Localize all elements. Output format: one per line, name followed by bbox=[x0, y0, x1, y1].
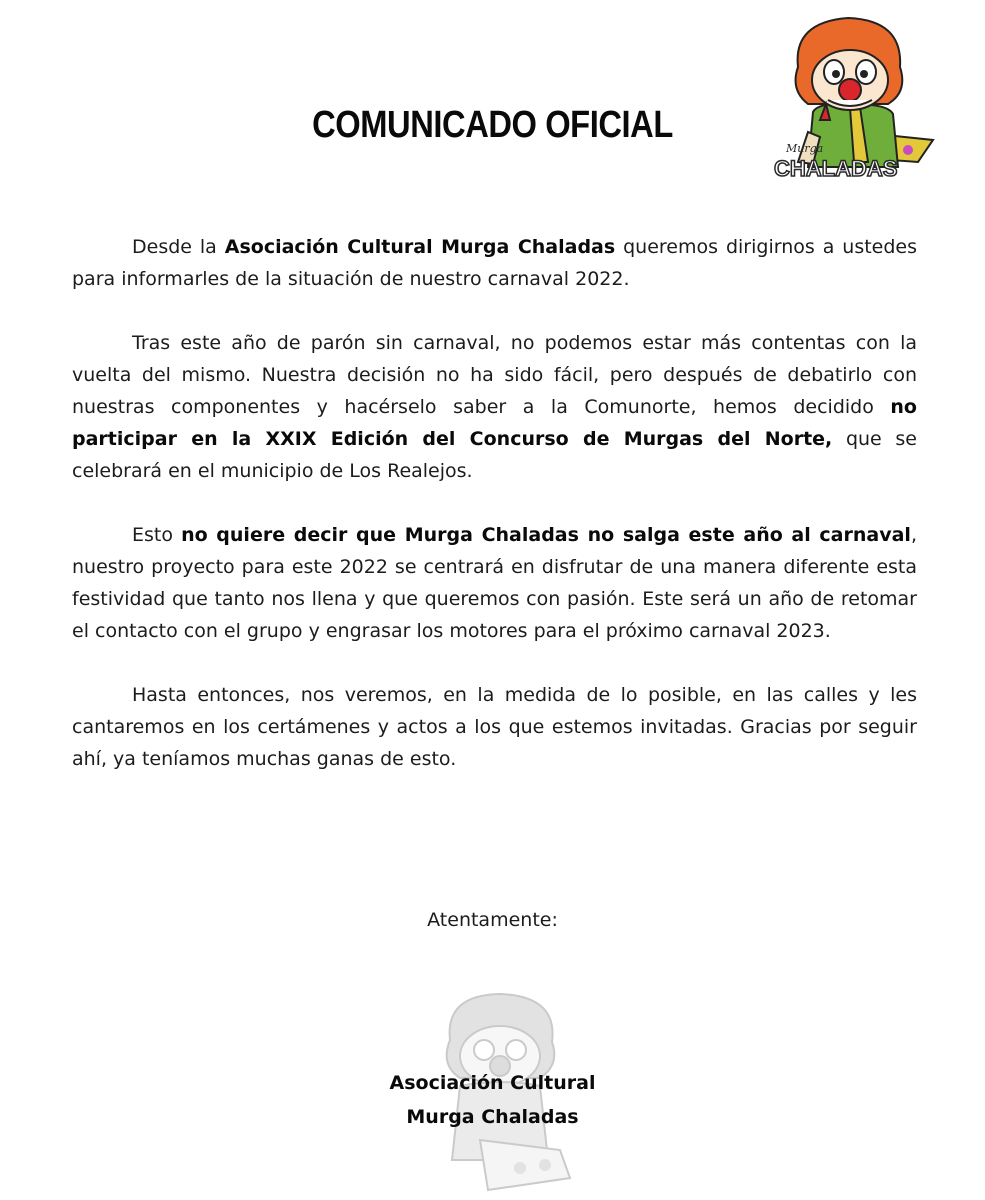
paragraph-1 bbox=[72, 231, 917, 295]
paragraph-3 bbox=[72, 519, 917, 647]
signature-block bbox=[0, 1066, 985, 1134]
paragraph-2-part-a: Tras este año de parón sin carnaval, no podemos estar más contentas con la vuelta del mismo. Nuestra decisión no ha sido fácil, pero después de debatirlo con nuestras componentes y hacérselo saber a la Comunorte, hemos decidido bbox=[72, 332, 917, 418]
paragraph-2-part-c: que se celebrará en el municipio de Los Realejos. bbox=[72, 428, 917, 482]
clown-mascot-icon bbox=[768, 12, 938, 187]
paragraph-2 bbox=[72, 327, 917, 487]
logo-brand-text: CHALADAS bbox=[774, 156, 898, 181]
paragraph-4 bbox=[72, 679, 917, 775]
logo-script-text: Murga bbox=[786, 142, 824, 155]
letter-body bbox=[72, 231, 917, 807]
page-title: COMUNICADO OFICIAL bbox=[312, 104, 673, 146]
paragraph-3-bold: no quiere decir que Murga Chaladas no salga este año al carnaval bbox=[181, 524, 911, 546]
closing-salutation: Atentamente: bbox=[427, 909, 558, 931]
paragraph-1-part-c: queremos dirigirnos a ustedes para informarles de la situación de nuestro carnaval 2022. bbox=[72, 236, 917, 290]
paragraph-2-bold: no participar en la XXIX Edición del Concurso de Murgas del Norte, bbox=[72, 396, 917, 450]
paragraph-1-part-a: Desde la bbox=[132, 236, 225, 258]
signature-line-2: Murga Chaladas bbox=[406, 1106, 579, 1128]
signature-line-1: Asociación Cultural bbox=[389, 1072, 596, 1094]
paragraph-3-part-a: Esto bbox=[132, 524, 182, 546]
paragraph-4-part-a: Hasta entonces, nos veremos, en la medida de lo posible, en las calles y les cantaremos en los certámenes y actos a los que estemos invitadas. Gracias por seguir ahí, ya teníamos muchas ganas de esto. bbox=[72, 684, 917, 770]
clown-mascot-logo bbox=[768, 12, 938, 187]
paragraph-1-bold: Asociación Cultural Murga Chaladas bbox=[224, 236, 616, 258]
paragraph-3-part-c: , nuestro proyecto para este 2022 se centrará en disfrutar de una manera diferente esta festividad que tanto nos llena y que queremos con pasión. Este será un año de retomar el contacto con el grupo y engrasar los motores para el próximo carnaval 2023. bbox=[72, 524, 917, 642]
